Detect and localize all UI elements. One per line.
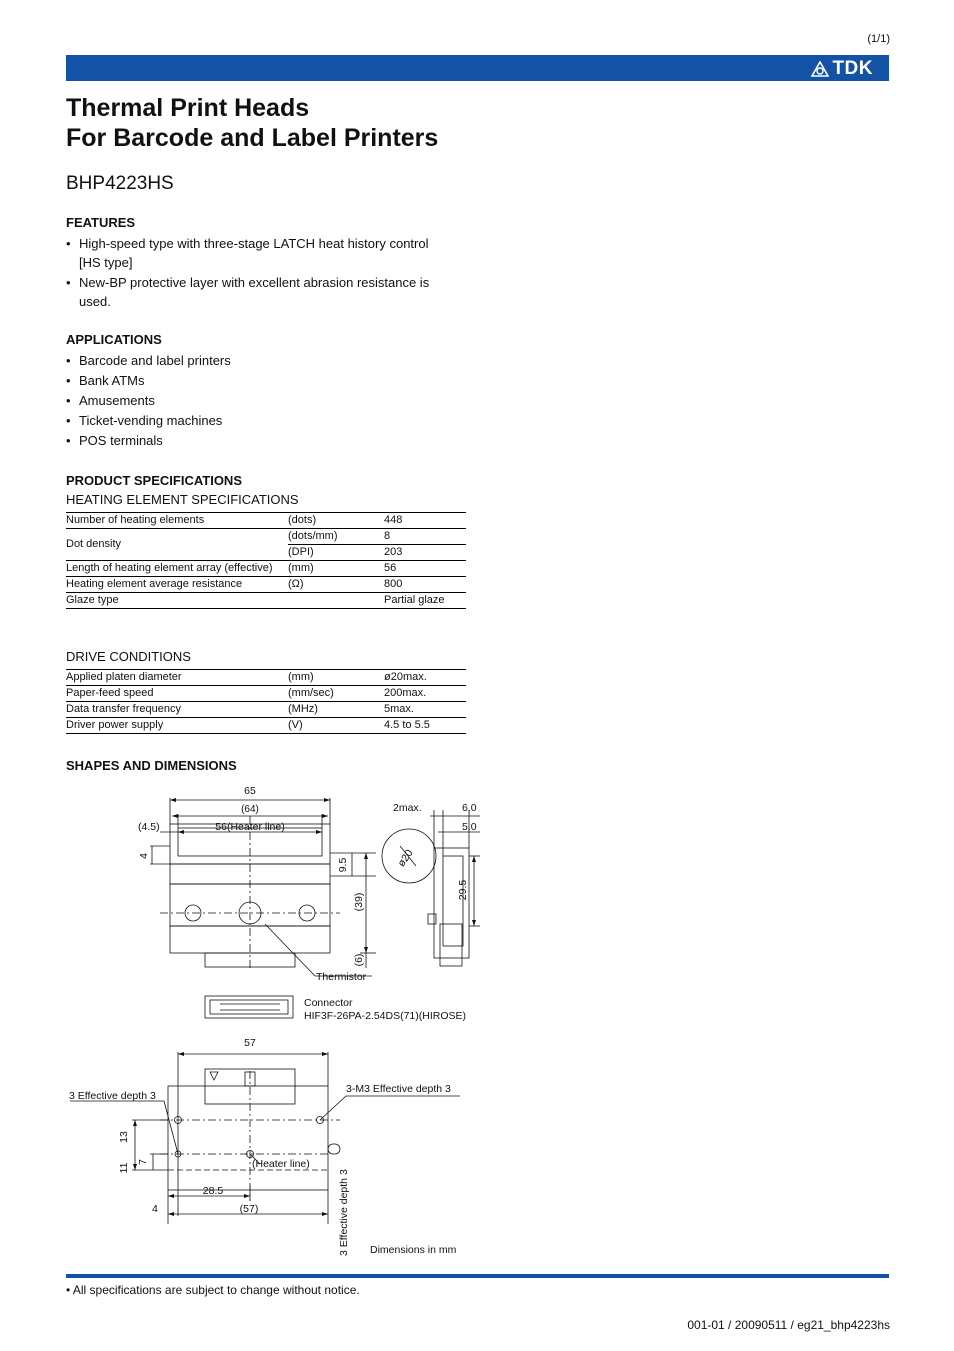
connector-label: Connector bbox=[304, 997, 353, 1009]
m3-label: 3-M3 Effective depth 3 bbox=[346, 1083, 451, 1095]
dimension-drawing bbox=[60, 776, 490, 1261]
dim-39: (39) bbox=[353, 892, 365, 912]
dim-6-0: 6.0 bbox=[462, 802, 477, 814]
shapes-heading: SHAPES AND DIMENSIONS bbox=[66, 758, 237, 773]
table-row: Glaze type Partial glaze bbox=[66, 593, 466, 609]
product-specifications-section bbox=[66, 473, 466, 609]
header-bar bbox=[66, 55, 889, 81]
document-code: 001-01 / 20090511 / eg21_bhp4223hs bbox=[687, 1318, 890, 1332]
disclaimer-note: • All specifications are subject to change without notice. bbox=[66, 1283, 360, 1297]
drive-conditions-table bbox=[66, 669, 466, 734]
table-row: Driver power supply (V) 4.5 to 5.5 bbox=[66, 718, 466, 734]
effective-depth-label-vertical: 3 Effective depth 3 bbox=[338, 1169, 350, 1256]
connector-part-number: HIF3F-26PA-2.54DS(71)(HIROSE) bbox=[304, 1010, 467, 1022]
table-row: Heating element average resistance (Ω) 800 bbox=[66, 577, 466, 593]
page-number: (1/1) bbox=[867, 33, 890, 45]
drive-conditions-section bbox=[66, 649, 466, 734]
logo-text: TDK bbox=[832, 58, 873, 79]
table-row: (DPI) 203 bbox=[66, 545, 466, 561]
dim-platen-diameter: ø20 bbox=[395, 847, 416, 870]
model-number: BHP4223HS bbox=[66, 173, 174, 194]
dim-5-0: 5.0 bbox=[462, 821, 477, 833]
dim-57-bottom: (57) bbox=[239, 1203, 259, 1215]
tdk-logo bbox=[811, 58, 873, 80]
dim-28-5: 28.5 bbox=[202, 1185, 224, 1197]
list-item: • High-speed type with three-stage LATCH heat history control [HS type] bbox=[66, 234, 451, 272]
features-section bbox=[66, 215, 466, 312]
list-item: • New-BP protective layer with excellent abrasion resistance is used. bbox=[66, 273, 451, 311]
dim-64: (64) bbox=[241, 804, 259, 815]
dim-4-bottom: 4 bbox=[152, 1203, 158, 1215]
dim-7: 7 bbox=[137, 1159, 149, 1165]
drive-conditions-heading: DRIVE CONDITIONS bbox=[66, 649, 191, 664]
features-heading: FEATURES bbox=[66, 215, 136, 230]
dim-6: (6) bbox=[353, 953, 365, 967]
dim-4-5: (4.5) bbox=[138, 821, 160, 833]
list-item: • POS terminals bbox=[66, 431, 466, 450]
applications-section bbox=[66, 332, 466, 451]
table-row: Length of heating element array (effective) (mm) 56 bbox=[66, 561, 466, 577]
applications-heading: APPLICATIONS bbox=[66, 332, 162, 347]
list-item: • Amusements bbox=[66, 391, 466, 410]
table-row: Data transfer frequency (MHz) 5max. bbox=[66, 702, 466, 718]
page-title bbox=[66, 93, 438, 153]
effective-depth-label-left: 3 Effective depth 3 bbox=[69, 1090, 156, 1102]
heating-specs-table bbox=[66, 512, 466, 609]
dim-4: 4 bbox=[138, 853, 150, 859]
dim-65: 65 bbox=[244, 785, 256, 797]
table-row: Paper-feed speed (mm/sec) 200max. bbox=[66, 686, 466, 702]
dim-29-5: 29.5 bbox=[457, 879, 469, 901]
heater-line-label: (Heater line) bbox=[252, 1158, 310, 1170]
table-row: Applied platen diameter (mm) ø20max. bbox=[66, 670, 466, 686]
table-row: Dot density (dots/mm) 8 bbox=[66, 529, 466, 545]
dim-2max: 2max. bbox=[393, 802, 422, 814]
dim-11: 11 bbox=[118, 1162, 130, 1174]
list-item: • Barcode and label printers bbox=[66, 351, 466, 370]
dim-13: 13 bbox=[118, 1131, 130, 1143]
heating-specs-heading: HEATING ELEMENT SPECIFICATIONS bbox=[66, 492, 299, 507]
title-line-2: For Barcode and Label Printers bbox=[66, 124, 439, 152]
title-line-1: Thermal Print Heads bbox=[66, 94, 310, 122]
dim-heater-line: 56(Heater line) bbox=[215, 821, 285, 833]
dim-9-5: 9.5 bbox=[337, 857, 349, 873]
table-row: Number of heating elements (dots) 448 bbox=[66, 513, 466, 529]
thermistor-label: Thermistor bbox=[316, 971, 367, 983]
product-specifications-heading: PRODUCT SPECIFICATIONS bbox=[66, 473, 242, 488]
list-item: • Ticket-vending machines bbox=[66, 411, 466, 430]
footer-bar bbox=[66, 1274, 889, 1278]
dim-57: 57 bbox=[244, 1037, 256, 1049]
shapes-section bbox=[66, 758, 466, 777]
tdk-emblem-icon bbox=[811, 61, 829, 77]
dimensions-note: Dimensions in mm bbox=[370, 1244, 457, 1256]
list-item: • Bank ATMs bbox=[66, 371, 466, 390]
